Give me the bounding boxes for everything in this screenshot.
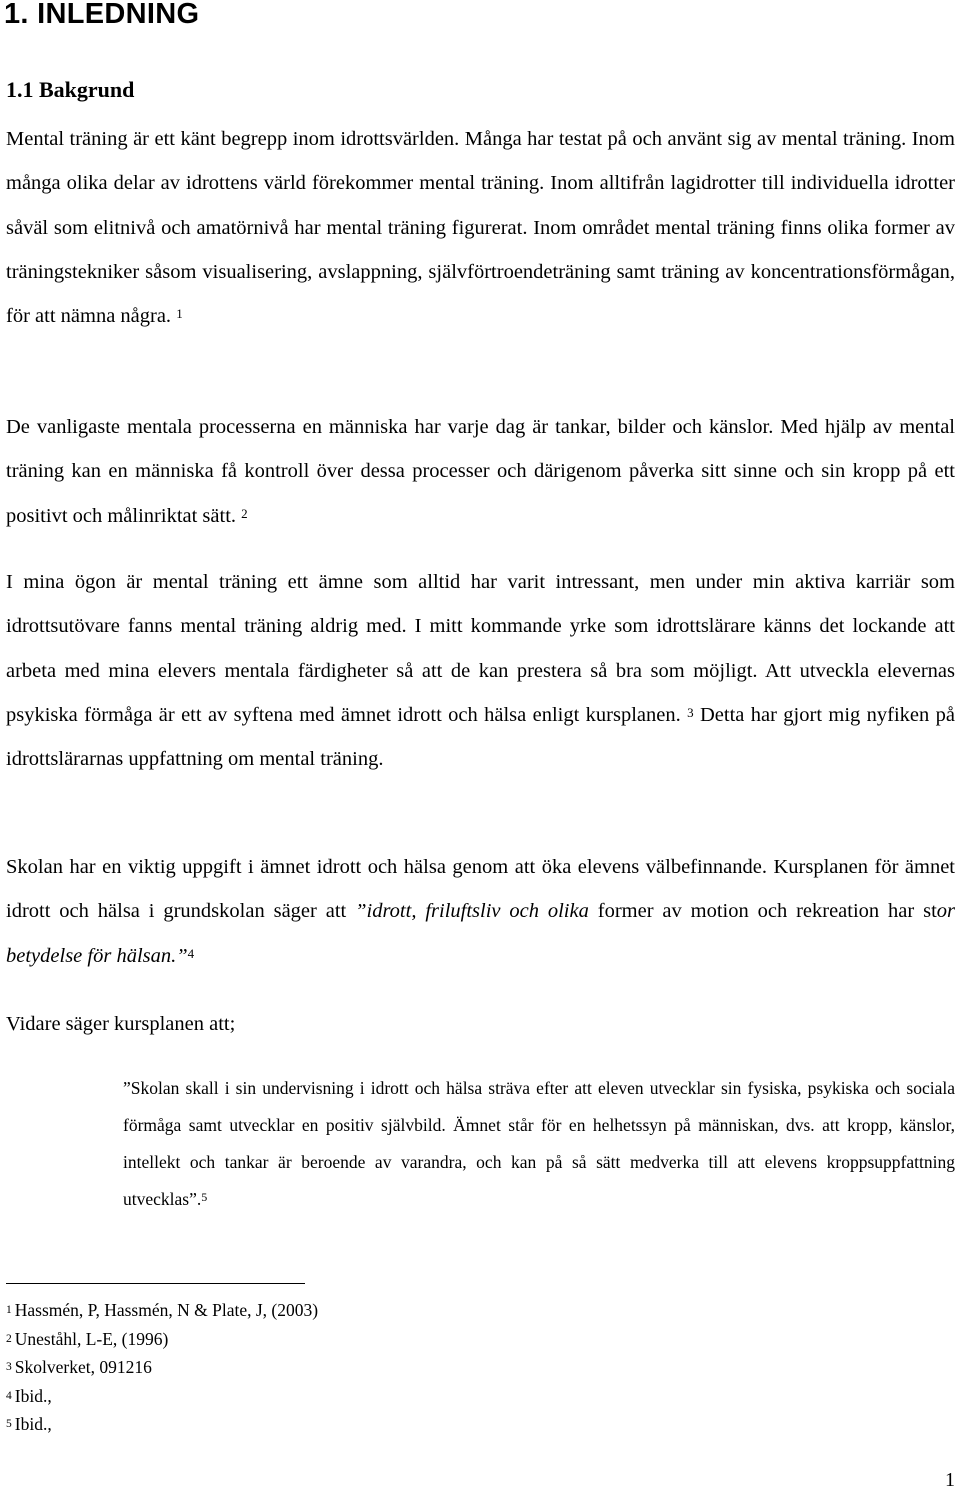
paragraph-text: Vidare säger kursplanen att; [6,1013,236,1035]
footnote-ref: 1 [176,306,183,322]
footnote-number: 1 [6,1304,12,1316]
footnote-ref: 3 [687,704,694,720]
chapter-title: 1. INLEDNING [4,0,200,30]
footnote-text: Uneståhl, L-E, (1996) [14,1328,169,1349]
paragraph-mental-processes [6,405,955,538]
paragraph-text-continued: Detta har gjort mig nyfiken på idrottslärarnas uppfattning om mental träning. [6,703,955,771]
footnote-separator [6,1283,305,1284]
blockquote-text: ”Skolan skall i sin undervisning i idrott och hälsa sträva efter att eleven utvecklar sin fysiska, psykiska och sociala förmåga samt utvecklar en positiv självbild. Ämnet står för en helhetssyn på människan, dvs. att kropp, känslor, intellekt och tankar är beroende av varandra, och kan på så sätt medverka till att elevens kroppsuppfattning utvecklas”. [123,1078,955,1209]
paragraph-text: Skolan har en viktig uppgift i ämnet idrott och hälsa genom att öka elevens välbefinnande. Kursplanen för ämnet idrott och hälsa i grundskolan säger att [6,856,955,923]
paragraph-motivation [6,560,955,781]
footnote-number: 4 [6,1389,12,1402]
paragraph-background [6,117,955,338]
curriculum-blockquote [123,1070,955,1218]
footnote-text: Hassmén, P, Hassmén, N & Plate, J, (2003) [14,1300,319,1320]
footnote-number: 5 [6,1418,12,1430]
footnote-text: Ibid., [14,1385,52,1406]
page-number: 1 [945,1469,955,1491]
paragraph-curriculum [6,845,955,978]
paragraph-text: I mina ögon är mental träning ett ämne som alltid har varit intressant, men under min aktiva karriär som idrottsutövare fanns mental träning aldrig med. I mitt kommande yrke som idrottslärare känns det lockande att arbeta med mina elevers mentala färdigheter så att de kan prestera så bra som möjligt. Att utveckla elevernas psykiska förmåga är ett av syftena med ämnet idrott och hälsa enligt kursplanen. [6,571,955,726]
footnote-item [6,1382,318,1411]
footnote-text: Skolverket, 091216 [14,1357,152,1377]
footnote-item [6,1296,318,1325]
footnote-ref: 5 [201,1190,208,1204]
footnote-ref: 2 [241,505,248,521]
curriculum-quote-plain: former av motion och rekreation har st [588,900,937,923]
footnote-number: 2 [6,1332,12,1345]
curriculum-quote-italic-end: or betydelse för hälsan.” [6,900,956,967]
paragraph-intro-quote [6,1002,955,1046]
section-title: 1.1 Bakgrund [6,77,135,102]
footnote-ref: 4 [187,945,195,961]
footnote-text: Ibid., [14,1414,52,1434]
curriculum-quote-italic: ”idrott, friluftsliv och olika [355,900,589,923]
footnote-list [6,1296,318,1439]
paragraph-text: Mental träning är ett känt begrepp inom idrottsvärlden. Många har testat på och använt sig av mental träning. Inom många olika delar av idrottens värld förekommer mental träning. Inom alltifrån lagidrotter till individuella idrotter såväl som elitnivå och amatörnivå har mental träning figurerat. Inom området mental träning finns olika former av träningstekniker såsom visualisering, avslappning, självförtroendeträning samt träning av koncentrationsförmågan, för att nämna några. [6,128,955,328]
paragraph-text: De vanligaste mentala processerna en människa har varje dag är tankar, bilder och känslor. Med hjälp av mental träning kan en människa få kontroll över dessa processer och därigenom påverka sitt sinne och sin kropp på ett positivt och målinriktat sätt. [6,416,955,527]
footnote-item [6,1353,318,1382]
footnote-item [6,1325,318,1354]
footnote-number: 3 [6,1361,12,1373]
footnote-item [6,1410,318,1439]
